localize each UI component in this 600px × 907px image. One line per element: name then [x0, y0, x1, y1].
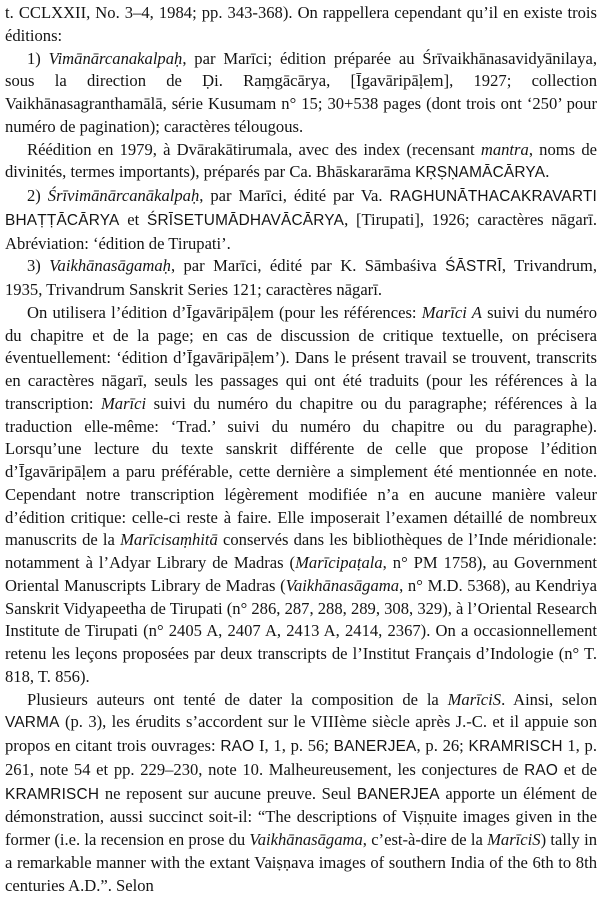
- author-name: RAO: [524, 761, 559, 779]
- italic-term: Vimānārcanakalpaḥ: [48, 48, 183, 68]
- author-name: BANERJEA: [356, 785, 440, 803]
- italic-term: Śrīvimānārcanākalpaḥ: [47, 186, 200, 205]
- text-run: (p. 3), les érudits s’accordent sur le VIIIème siècle après J.-C. et il appuie son propos en citant trois ouvrages:: [5, 712, 597, 755]
- author-name: RAGHUNĀTHACAKRAVARTI BHAṬṬĀCĀRYA: [5, 188, 597, 229]
- author-name: ŚRĪSETUMĀDHAVĀCĀRYA: [147, 211, 345, 229]
- paragraph: [5, 2, 597, 48]
- paragraph: [5, 689, 597, 898]
- text-run: , par Marīci, édité par Va.: [199, 186, 390, 205]
- text-run: 3): [27, 256, 50, 276]
- italic-term: Marīcisaṃhitā: [120, 530, 218, 550]
- author-name: KRAMRISCH: [468, 738, 563, 755]
- text-run: ne reposent sur aucune preuve. Seul: [99, 783, 357, 803]
- text-run: 2): [27, 186, 48, 205]
- text-run: Plusieurs auteurs ont tenté de dater la composition de la: [27, 689, 448, 709]
- author-name: KṚṢṆAMĀCĀRYA: [415, 164, 546, 182]
- italic-term: MarīciS: [487, 830, 541, 849]
- text-run: et: [119, 209, 147, 229]
- text-run: . Ainsi, selon: [501, 689, 598, 709]
- paragraph: [5, 255, 597, 302]
- text-run: , par Marīci; édition préparée au Śrīvaikhānasavidyānilaya, sous la direction de Ḍi. Raṃgācārya, [Īgavāripāḷem], 1927; collection Vaikhānasagranthamālā, série Kusumam n° 15; 30+538 pages (dont trois ont ‘250’ pour numéro de pagination); caractères télougous.: [5, 48, 598, 136]
- text-run: et de: [558, 759, 597, 779]
- text-run: , p. 26;: [416, 736, 469, 755]
- text-run: , n° M.D. 5368), au Kendriya Sanskrit Vidyapeetha de Tirupati (n° 286, 287, 288, 289, 308, 329), à l’Oriental Research Institute de Tirupati (n° 2405 A, 2407 A, 2413 A, 2414, 2367). On a occasionnellement retenu les leçons proposées par deux transcripts de l’Institut Français d’Indologie (n° T. 818, T. 856).: [5, 575, 598, 686]
- text-run: 1): [27, 48, 49, 68]
- paragraph: [5, 302, 597, 689]
- text-run: , c’est-à-dire de la: [362, 830, 488, 849]
- text-run: 1, p. 261, note 54 et pp. 229–230, note 10. Malheureusement, les conjectures de: [5, 736, 597, 779]
- italic-term: Vaikhānasāgamaḥ: [49, 256, 171, 276]
- paragraph: [5, 48, 597, 139]
- author-name: VARMA: [5, 714, 60, 732]
- text-run: conservés dans les bibliothèques de l’Inde méridionale: notamment à l’Adyar Library de Madras (: [5, 530, 597, 572]
- italic-term: Marīci A: [421, 302, 482, 322]
- author-name: BANERJEA: [333, 738, 417, 755]
- text-run: Réédition en 1979, à Dvārakātirumala, avec des index (recensant: [27, 139, 481, 159]
- text-run: On utilisera l’édition d’Īgavāripāḷem (pour les références:: [27, 302, 422, 322]
- author-name: RAO: [220, 738, 255, 755]
- italic-term: Marīci: [100, 393, 147, 413]
- italic-term: mantra: [480, 139, 529, 159]
- text-run: , Trivandrum, 1935, Trivandrum Sanskrit Series 121; caractères nāgarī.: [5, 256, 597, 299]
- italic-term: Marīcipaṭala: [295, 553, 383, 572]
- italic-term: MarīciS: [447, 689, 502, 709]
- paragraph: [5, 185, 597, 255]
- paragraph: [5, 139, 597, 186]
- text-run: , noms de divinités, termes importants), préparés par Ca. Bhāskararāma: [5, 139, 597, 182]
- text-run: I, 1, p. 56;: [254, 736, 334, 755]
- text-run: suivi du numéro du chapitre et de la page; en cas de discussion de critique textuelle, on précisera éventuellement: ‘édition d’Īgavāripāḷem’). Dans le présent travail se trouvent, transcrits en caractères nāgarī, seuls les passages qui ont été traduits (pour les références à la transcription:: [5, 302, 597, 413]
- author-name: ŚĀSTRĪ: [445, 258, 502, 276]
- text-run: , [Tirupati], 1926; caractères nāgarī. Abréviation: ‘édition de Tirupati’.: [5, 209, 597, 253]
- italic-term: Vaikhānasāgama: [249, 830, 363, 849]
- text-run: suivi du numéro du chapitre ou du paragraphe; références à la traduction elle-même: ‘Trad.’ suivi du numéro du chapitre ou du paragraphe). Lorsqu’une lecture du texte sanskrit différente de celle que propose l’édition d’Īgavāripāḷem a paru préférable, cette dernière a simplement été mentionnée en note. Cependant notre transcription légèrement modifiée n’a en aucune manière valeur d’édition critique: celle-ci reste à faire. Elle imposerait l’examen détaillé de nombreux manuscrits de la: [5, 393, 597, 550]
- author-name: KRAMRISCH: [5, 785, 100, 803]
- italic-term: Vaikhānasāgama: [285, 575, 400, 595]
- text-run: apporte un élément de démonstration, aussi succinct soit-il: “The descriptions of Viṣṇuite images given in the former (i.e. la recension en prose du: [5, 783, 597, 849]
- text-run: t. CCLXXII, No. 3–4, 1984; pp. 343-368). On rappellera cependant qu’il en existe trois éditions:: [5, 3, 597, 45]
- text-run: ) tally in a remarkable manner with the extant Vaiṣṇava images of southern India of the 6th to 8th centuries A.D.”. Selon: [5, 830, 597, 895]
- text-run: , n° PM 1758), au Government Oriental Manuscripts Library de Madras (: [5, 553, 597, 595]
- text-run: , par Marīci, édité par K. Sāmbaśiva: [170, 256, 446, 276]
- text-run: .: [545, 162, 550, 182]
